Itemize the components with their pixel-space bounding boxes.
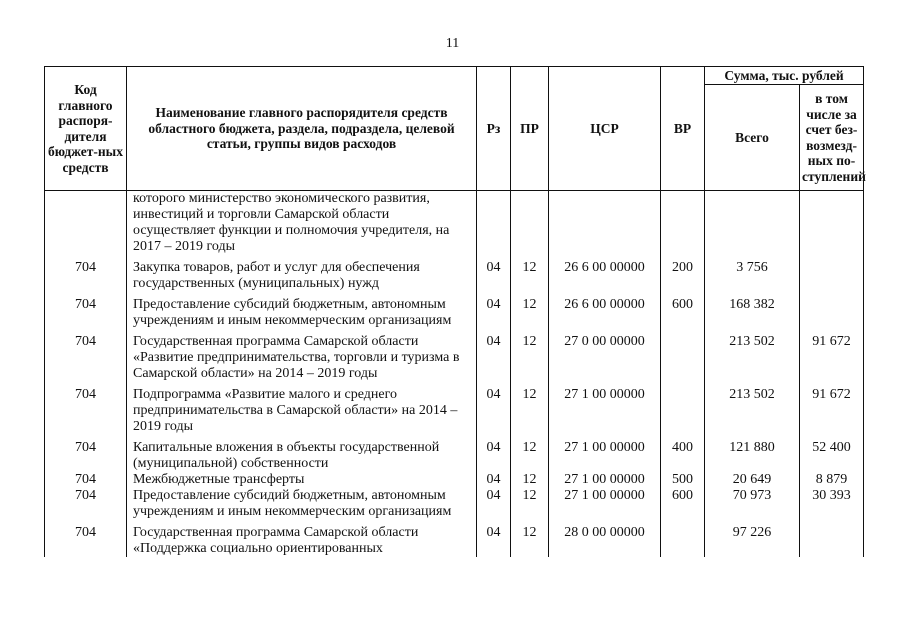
header-name: Наименование главного распорядителя средств областного бюджета, раздела, подраздела, целевой статьи, группы видов расходов bbox=[127, 67, 477, 191]
header-rz: Рз bbox=[477, 67, 511, 191]
row-rz: 04 bbox=[477, 440, 511, 472]
row-vr: 400 bbox=[661, 440, 705, 472]
row-pr: 12 bbox=[511, 260, 549, 292]
row-name: Государственная программа Самарской области «Поддержка социально ориентированных bbox=[127, 525, 477, 557]
row-rz: 04 bbox=[477, 472, 511, 488]
row-vr bbox=[661, 387, 705, 435]
row-name: Межбюджетные трансферты bbox=[127, 472, 477, 488]
row-vr: 200 bbox=[661, 260, 705, 292]
row-pr: 12 bbox=[511, 297, 549, 329]
row-code: 704 bbox=[45, 525, 127, 557]
row-total: 20 649 bbox=[705, 472, 800, 488]
row-total bbox=[705, 191, 800, 256]
table-row bbox=[45, 260, 864, 292]
row-code: 704 bbox=[45, 297, 127, 329]
row-pr: 12 bbox=[511, 334, 549, 382]
row-pr: 12 bbox=[511, 472, 549, 488]
row-code: 704 bbox=[45, 387, 127, 435]
table-row bbox=[45, 334, 864, 382]
row-total: 213 502 bbox=[705, 387, 800, 435]
row-grant bbox=[800, 260, 864, 292]
row-code: 704 bbox=[45, 488, 127, 520]
row-total: 70 973 bbox=[705, 488, 800, 520]
row-code: 704 bbox=[45, 440, 127, 472]
header-vr: ВР bbox=[661, 67, 705, 191]
row-code bbox=[45, 191, 127, 256]
row-code: 704 bbox=[45, 260, 127, 292]
table-row bbox=[45, 525, 864, 557]
row-pr: 12 bbox=[511, 525, 549, 557]
row-rz: 04 bbox=[477, 488, 511, 520]
page-number: 11 bbox=[445, 36, 460, 51]
row-grant: 91 672 bbox=[800, 387, 864, 435]
row-total: 121 880 bbox=[705, 440, 800, 472]
budget-table bbox=[44, 66, 864, 557]
row-total: 3 756 bbox=[705, 260, 800, 292]
row-csr: 27 1 00 00000 bbox=[549, 472, 661, 488]
row-pr: 12 bbox=[511, 440, 549, 472]
table-row bbox=[45, 387, 864, 435]
row-name: которого министерство экономического развития, инвестиций и торговли Самарской области осуществляет функции и полномочия учредителя, на 2017 – 2019 годы bbox=[127, 191, 477, 256]
header-grants: в том числе за счет без-возмезд-ных по-ступлений bbox=[800, 85, 864, 191]
header-csr: ЦСР bbox=[549, 67, 661, 191]
table-row bbox=[45, 440, 864, 472]
row-name: Предоставление субсидий бюджетным, автономным учреждениям и иным некоммерческим организациям bbox=[127, 488, 477, 520]
table-row bbox=[45, 191, 864, 256]
row-grant bbox=[800, 191, 864, 256]
row-grant: 52 400 bbox=[800, 440, 864, 472]
row-vr: 600 bbox=[661, 297, 705, 329]
row-grant bbox=[800, 297, 864, 329]
row-vr: 600 bbox=[661, 488, 705, 520]
row-csr: 26 6 00 00000 bbox=[549, 260, 661, 292]
row-rz: 04 bbox=[477, 260, 511, 292]
header-pr: ПР bbox=[511, 67, 549, 191]
row-total: 168 382 bbox=[705, 297, 800, 329]
row-name: Подпрограмма «Развитие малого и среднего предпринимательства в Самарской области» на 2014 – 2019 годы bbox=[127, 387, 477, 435]
row-grant bbox=[800, 525, 864, 557]
row-code: 704 bbox=[45, 472, 127, 488]
row-name: Государственная программа Самарской области «Развитие предпринимательства, торговли и туризма в Самарской области» на 2014 – 2019 годы bbox=[127, 334, 477, 382]
header-code: Код главного распоря-дителя бюджет-ных средств bbox=[45, 67, 127, 191]
row-code: 704 bbox=[45, 334, 127, 382]
row-rz: 04 bbox=[477, 297, 511, 329]
header-total: Всего bbox=[705, 85, 800, 191]
row-csr: 27 1 00 00000 bbox=[549, 488, 661, 520]
row-rz: 04 bbox=[477, 525, 511, 557]
row-grant: 8 879 bbox=[800, 472, 864, 488]
row-vr: 500 bbox=[661, 472, 705, 488]
row-grant: 30 393 bbox=[800, 488, 864, 520]
row-pr: 12 bbox=[511, 387, 549, 435]
header-amount-group: Сумма, тыс. рублей bbox=[705, 67, 864, 85]
row-name: Предоставление субсидий бюджетным, автономным учреждениям и иным некоммерческим организациям bbox=[127, 297, 477, 329]
row-vr bbox=[661, 191, 705, 256]
row-pr bbox=[511, 191, 549, 256]
row-total: 97 226 bbox=[705, 525, 800, 557]
row-total: 213 502 bbox=[705, 334, 800, 382]
row-vr bbox=[661, 525, 705, 557]
row-rz: 04 bbox=[477, 334, 511, 382]
table-row bbox=[45, 472, 864, 488]
row-csr: 28 0 00 00000 bbox=[549, 525, 661, 557]
table-row bbox=[45, 297, 864, 329]
row-csr: 27 1 00 00000 bbox=[549, 440, 661, 472]
row-csr: 27 1 00 00000 bbox=[549, 387, 661, 435]
row-csr bbox=[549, 191, 661, 256]
row-name: Капитальные вложения в объекты государственной (муниципальной) собственности bbox=[127, 440, 477, 472]
row-rz bbox=[477, 191, 511, 256]
row-pr: 12 bbox=[511, 488, 549, 520]
row-csr: 26 6 00 00000 bbox=[549, 297, 661, 329]
row-name: Закупка товаров, работ и услуг для обеспечения государственных (муниципальных) нужд bbox=[127, 260, 477, 292]
table-row bbox=[45, 488, 864, 520]
row-vr bbox=[661, 334, 705, 382]
row-csr: 27 0 00 00000 bbox=[549, 334, 661, 382]
row-grant: 91 672 bbox=[800, 334, 864, 382]
row-rz: 04 bbox=[477, 387, 511, 435]
